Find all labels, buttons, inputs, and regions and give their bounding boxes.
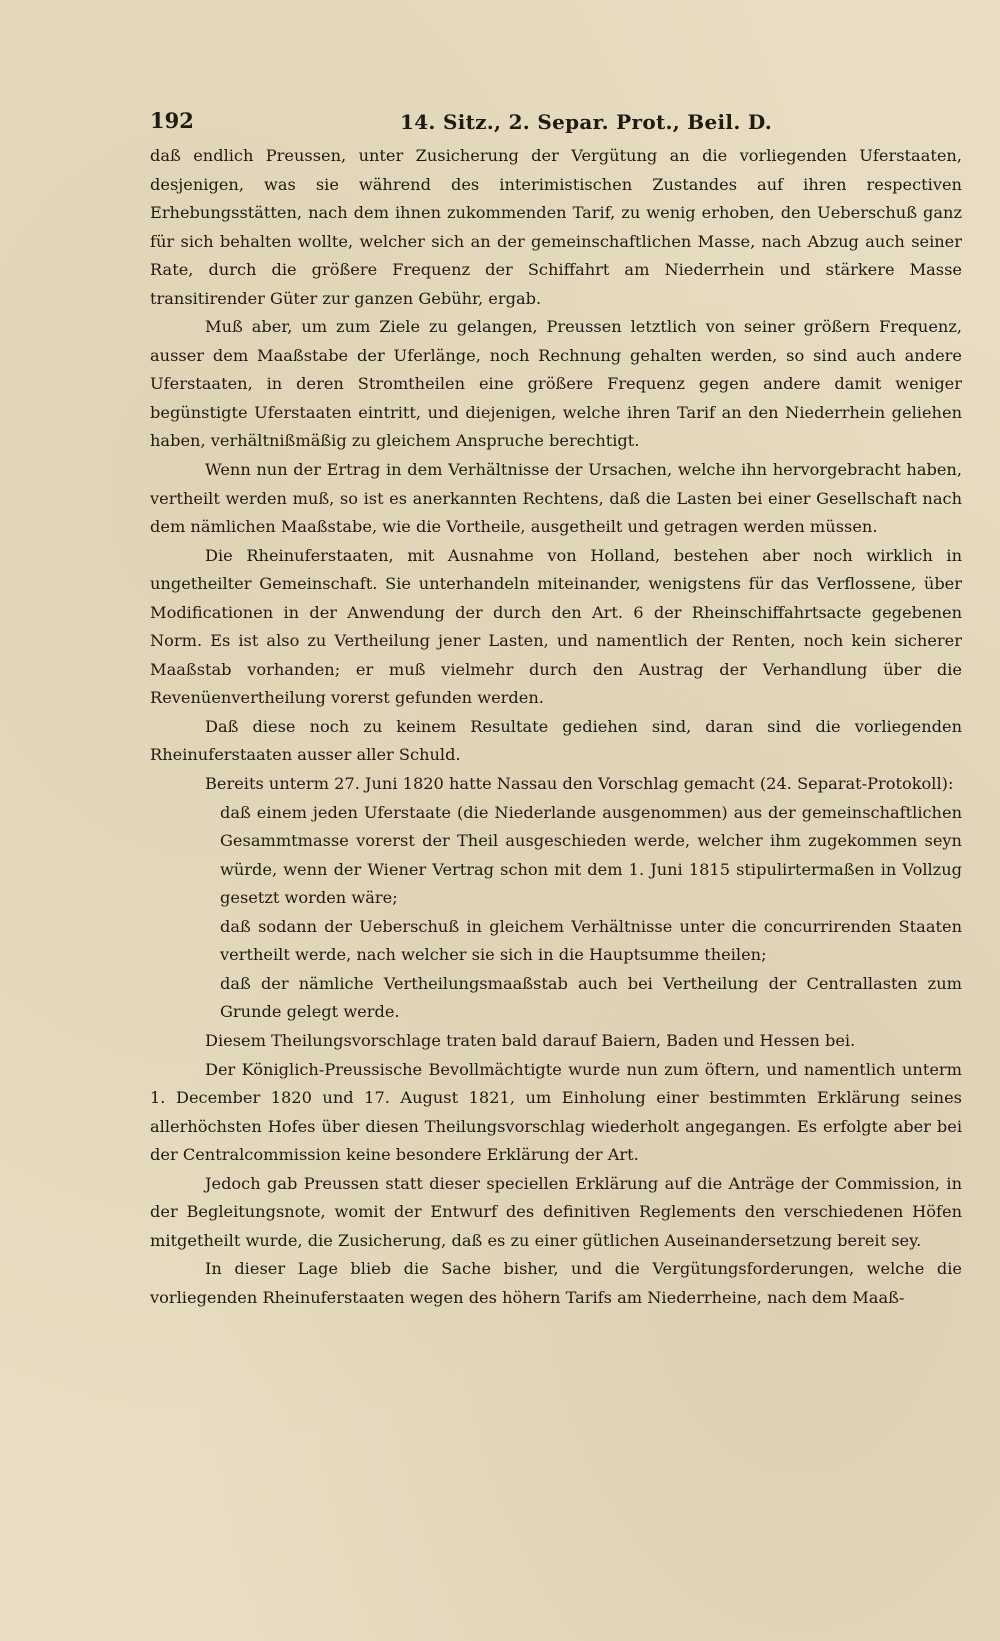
paragraph: Jedoch gab Preussen statt dieser speciellen Erklärung auf die Anträge der Commission, in der Begleitungsnote, womit der Entwurf des definitiven Reglements den verschiedenen Höfen mitgetheilt wurde, die Zusicherung, daß es zu einer gütlichen Auseinandersetzung bereit sey.: [150, 1173, 962, 1250]
page-header: [150, 102, 956, 142]
paragraph: Die Rheinuferstaaten, mit Ausnahme von Holland, bestehen aber noch wirklich in ungetheilter Gemeinschaft. Sie unterhandeln miteinander, wenigstens für das Verflossene, über Modificationen in der Anwendung der durch den Art. 6 der Rheinschiffahrtsacte gegebenen Norm. Es ist also zu Vertheilung jener Lasten, und namentlich der Renten, noch kein sicherer Maaßstab vorhanden; er muß vielmehr durch den Austrag der Verhandlung über die Revenüenvertheilung vorerst gefunden werden.: [150, 545, 962, 708]
paragraph: In dieser Lage blieb die Sache bisher, und die Vergütungsforderungen, welche die vorliegenden Rheinuferstaaten wegen des höhern Tarifs am Niederrheine, nach dem Maaß-: [150, 1259, 962, 1307]
paragraph: Muß aber, um zum Ziele zu gelangen, Preussen letztlich von seiner größern Frequenz, ausser dem Maaßstabe der Uferlänge, noch Rechnung gehalten werden, so sind auch andere Uferstaaten, in deren Stromtheilen eine größere Frequenz gegen andere damit weniger begünstigte Uferstaaten eintritt, und diejenigen, welche ihren Tarif an den Niederrhein geliehen haben, verhältnißmäßig zu gleichem Anspruche berechtigt.: [150, 317, 962, 451]
body-text: [150, 142, 962, 1312]
paragraph: Bereits unterm 27. Juni 1820 hatte Nassau den Vorschlag gemacht (24. Separat-Protokoll):: [205, 774, 954, 794]
proposal-item: daß der nämliche Vertheilungsmaaßstab auch bei Vertheilung der Centrallasten zum Grunde gelegt werde.: [220, 973, 962, 1022]
paragraph: Daß diese noch zu keinem Resultate gediehen sind, daran sind die vorliegenden Rheinuferstaaten ausser aller Schuld.: [150, 716, 962, 765]
running-head: 14. Sitz., 2. Separ. Prot., Beil. D.: [400, 110, 773, 134]
proposal-item: daß sodann der Ueberschuß in gleichem Verhältnisse unter die concurrirenden Staaten vertheilt werde, nach welcher sie sich in die Hauptsumme theilen;: [220, 916, 962, 965]
paragraph: Diesem Theilungsvorschlage traten bald darauf Baiern, Baden und Hessen bei.: [205, 1030, 856, 1050]
paragraph: daß endlich Preussen, unter Zusicherung der Vergütung an die vorliegenden Uferstaaten, desjenigen, was sie während des interimistischen Zustandes auf ihren respectiven Erhebungsstätten, nach dem ihnen zukommenden Tarif, zu wenig erhoben, den Ueberschuß ganz für sich behalten wollte, welcher sich an der gemeinschaftlichen Masse, nach Abzug auch seiner Rate, durch die größere Frequenz der Schiffahrt am Niederrhein und stärkere Masse transitirender Güter zur ganzen Gebühr, ergab.: [150, 146, 962, 308]
proposal-item: daß einem jeden Uferstaate (die Niederlande ausgenommen) aus der gemeinschaftlichen Gesammtmasse vorerst der Theil ausgeschieden werde, welcher ihm zugekommen seyn würde, wenn der Wiener Vertrag schon mit dem 1. Juni 1815 stipulirtermaßen in Vollzug gesetzt worden wäre;: [220, 802, 962, 908]
paragraph: Der Königlich-Preussische Bevollmächtigte wurde nun zum öftern, und namentlich unterm 1. December 1820 und 17. August 1821, um Einholung einer bestimmten Erklärung seines allerhöchsten Hofes über diesen Theilungsvorschlag wiederholt angegangen. Es erfolgte aber bei der Centralcommission keine besondere Erklärung der Art.: [150, 1059, 962, 1165]
page-number: 192: [150, 108, 194, 133]
paragraph: Wenn nun der Ertrag in dem Verhältnisse der Ursachen, welche ihn hervorgebracht haben, vertheilt werden muß, so ist es anerkannten Rechtens, daß die Lasten bei einer Gesellschaft nach dem nämlichen Maaßstabe, wie die Vortheile, ausgetheilt und getragen werden müssen.: [150, 460, 962, 537]
